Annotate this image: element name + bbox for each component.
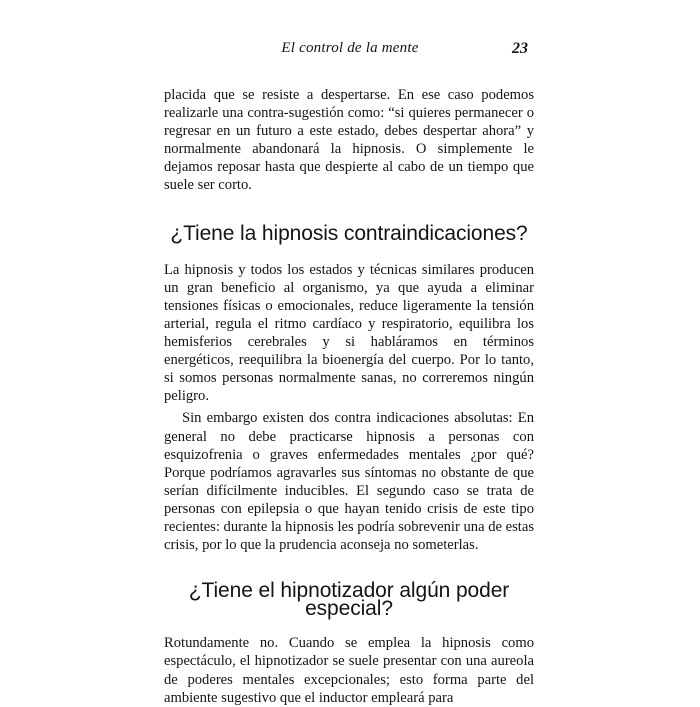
running-head-title: El control de la mente	[281, 40, 419, 56]
paragraph-contraindications: Sin embargo existen dos contra indicaciones absolutas: En general no debe practicarse hipnosis a personas con esquizofrenia o graves enfermedades mentales ¿por qué? Porque podríamos agravarles sus síntomas no obstante de que serían difícilmente inducibles. El segundo caso se trata de personas con epilepsia o que hayan tenido crisis de este tipo recientes: durante la hipnosis les podría sobrevenir una de estas crisis, por lo que la prudencia aconseja no someterlas.	[164, 410, 534, 554]
paragraph-continuation: placida que se resiste a despertarse. En ese caso podemos realizarle una contra-sugestión como: “si quieres permanecer o regresar en un futuro a este estado, debes despertar ahora” y normalmente abandonará la hipnosis. O simplemente le dejamos reposar hasta que despierte al cabo de un tiempo que suele ser corto.	[164, 87, 534, 194]
paragraph-benefits: La hipnosis y todos los estados y técnicas similares producen un gran beneficio al organismo, ya que ayuda a eliminar tensiones físicas o emocionales, reduce ligeramente la tensión arterial, regula el ritmo cardíaco y respiratorio, equilibra los hemisferios cerebrales y si habláramos en términos energéticos, reequilibra la bioenergía del cuerpo. Por lo tanto, si somos personas normalmente sanas, no correremos ningún peligro.	[164, 261, 534, 405]
page-body	[164, 86, 534, 707]
paragraph-special-power: Rotundamente no. Cuando se emplea la hipnosis como espectáculo, el hipnotizador se suele presentar con una aureola de poderes mentales excepcionales; esto forma parte del ambiente sugestivo que el inductor empleará para	[164, 635, 534, 706]
section-heading-contraindications: ¿Tiene la hipnosis contraindicaciones?	[170, 221, 528, 245]
page-number: 23	[512, 40, 528, 57]
section-heading-special-power: ¿Tiene el hipnotizador algún poder especial?	[188, 579, 510, 621]
